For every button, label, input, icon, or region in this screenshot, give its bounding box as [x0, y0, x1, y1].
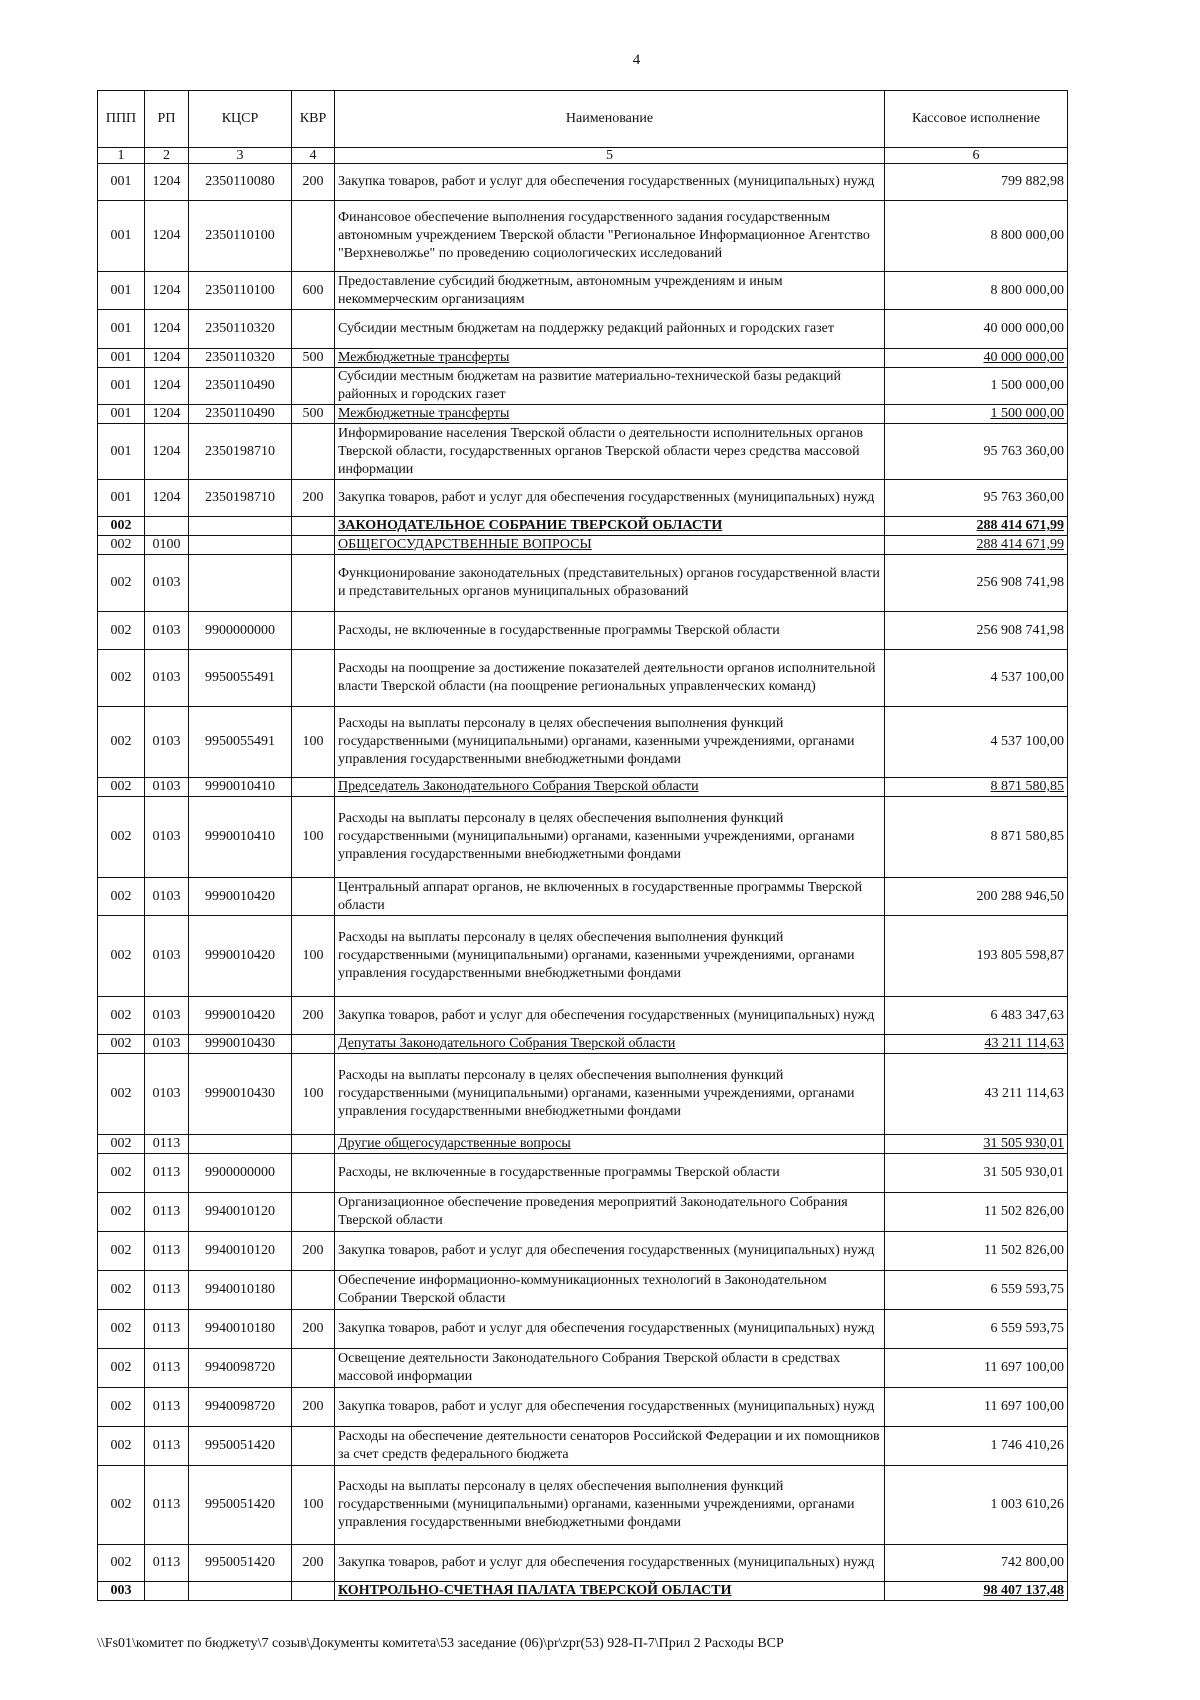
cell-ppp: 001 — [98, 164, 145, 201]
cell-rp: 1204 — [145, 349, 189, 368]
cell-ppp: 002 — [98, 555, 145, 612]
cell-rp: 0113 — [145, 1427, 189, 1466]
cell-kcsr: 9900000000 — [189, 612, 292, 650]
cell-name: ОБЩЕГОСУДАРСТВЕННЫЕ ВОПРОСЫ — [335, 536, 885, 555]
cell-kcsr: 2350110490 — [189, 405, 292, 424]
cell-rp: 0113 — [145, 1466, 189, 1545]
col-header-name: Наименование — [335, 91, 885, 148]
table-row — [98, 480, 1068, 517]
cell-name: Финансовое обеспечение выполнения государственного задания государственным автономным учреждением Тверской области "Региональное Информационное Агентство "Верхневолжье" по проведению социологических исследований — [335, 201, 885, 272]
table-body — [98, 164, 1068, 1601]
cell-kcsr: 9940010120 — [189, 1193, 292, 1232]
cell-kvr — [292, 650, 335, 707]
cell-name: Закупка товаров, работ и услуг для обеспечения государственных (муниципальных) нужд — [335, 1545, 885, 1582]
table-row — [98, 650, 1068, 707]
cell-amount: 6 559 593,75 — [885, 1310, 1068, 1349]
cell-rp: 0103 — [145, 916, 189, 997]
column-number: 3 — [189, 148, 292, 164]
cell-amount: 11 502 826,00 — [885, 1232, 1068, 1271]
cell-amount: 256 908 741,98 — [885, 612, 1068, 650]
cell-kcsr: 2350110100 — [189, 201, 292, 272]
cell-name: Субсидии местным бюджетам на поддержку редакций районных и городских газет — [335, 310, 885, 349]
cell-amount: 4 537 100,00 — [885, 707, 1068, 778]
cell-amount: 6 483 347,63 — [885, 997, 1068, 1035]
cell-rp: 0113 — [145, 1271, 189, 1310]
cell-name: Председатель Законодательного Собрания Тверской области — [335, 778, 885, 797]
cell-kvr — [292, 878, 335, 916]
cell-name: Расходы, не включенные в государственные программы Тверской области — [335, 612, 885, 650]
cell-rp — [145, 517, 189, 536]
cell-kvr — [292, 612, 335, 650]
table-row — [98, 1154, 1068, 1193]
cell-ppp: 002 — [98, 1349, 145, 1388]
cell-kvr: 200 — [292, 480, 335, 517]
cell-rp: 1204 — [145, 164, 189, 201]
cell-kvr: 100 — [292, 707, 335, 778]
cell-kcsr: 9940098720 — [189, 1349, 292, 1388]
cell-name: Закупка товаров, работ и услуг для обеспечения государственных (муниципальных) нужд — [335, 997, 885, 1035]
cell-kcsr: 9990010430 — [189, 1035, 292, 1054]
cell-ppp: 001 — [98, 349, 145, 368]
cell-amount: 40 000 000,00 — [885, 310, 1068, 349]
cell-rp: 0113 — [145, 1388, 189, 1427]
cell-ppp: 001 — [98, 424, 145, 480]
table-row — [98, 1388, 1068, 1427]
cell-amount: 6 559 593,75 — [885, 1271, 1068, 1310]
cell-amount: 799 882,98 — [885, 164, 1068, 201]
cell-amount: 1 500 000,00 — [885, 405, 1068, 424]
cell-name: Предоставление субсидий бюджетным, автономным учреждениям и иным некоммерческим организациям — [335, 272, 885, 310]
cell-amount: 11 502 826,00 — [885, 1193, 1068, 1232]
table-row — [98, 424, 1068, 480]
col-header-ppp: ППП — [98, 91, 145, 148]
cell-kvr: 200 — [292, 1388, 335, 1427]
column-number: 4 — [292, 148, 335, 164]
cell-rp: 1204 — [145, 405, 189, 424]
cell-name: Расходы на выплаты персоналу в целях обеспечения выполнения функций государственными (муниципальными) органами, казенными учреждениями, органами управления государственными внебюджетными фондами — [335, 707, 885, 778]
cell-kvr: 200 — [292, 1310, 335, 1349]
cell-kvr: 200 — [292, 164, 335, 201]
cell-kvr — [292, 536, 335, 555]
cell-kcsr: 2350198710 — [189, 424, 292, 480]
table-row — [98, 612, 1068, 650]
cell-rp: 0103 — [145, 997, 189, 1035]
cell-name: Центральный аппарат органов, не включенных в государственные программы Тверской области — [335, 878, 885, 916]
cell-amount: 11 697 100,00 — [885, 1349, 1068, 1388]
cell-rp: 0103 — [145, 555, 189, 612]
cell-kcsr — [189, 1582, 292, 1601]
cell-amount: 1 003 610,26 — [885, 1466, 1068, 1545]
cell-name: Расходы на обеспечение деятельности сенаторов Российской Федерации и их помощников за счет средств федерального бюджета — [335, 1427, 885, 1466]
cell-name: Обеспечение информационно-коммуникационных технологий в Законодательном Собрании Тверской области — [335, 1271, 885, 1310]
table-row — [98, 405, 1068, 424]
cell-kvr: 500 — [292, 405, 335, 424]
table-row — [98, 1545, 1068, 1582]
table-row — [98, 1271, 1068, 1310]
cell-amount: 8 800 000,00 — [885, 272, 1068, 310]
cell-kvr: 100 — [292, 1466, 335, 1545]
cell-name: Освещение деятельности Законодательного Собрания Тверской области в средствах массовой информации — [335, 1349, 885, 1388]
cell-amount: 11 697 100,00 — [885, 1388, 1068, 1427]
table-row — [98, 997, 1068, 1035]
cell-ppp: 002 — [98, 1035, 145, 1054]
cell-kvr: 200 — [292, 1232, 335, 1271]
cell-amount: 40 000 000,00 — [885, 349, 1068, 368]
cell-name: Функционирование законодательных (представительных) органов государственной власти и представительных органов муниципальных образований — [335, 555, 885, 612]
cell-amount: 31 505 930,01 — [885, 1154, 1068, 1193]
cell-kcsr: 2350198710 — [189, 480, 292, 517]
cell-kvr — [292, 310, 335, 349]
cell-amount: 1 500 000,00 — [885, 368, 1068, 405]
cell-ppp: 002 — [98, 1466, 145, 1545]
table-row — [98, 1349, 1068, 1388]
cell-amount: 98 407 137,48 — [885, 1582, 1068, 1601]
cell-rp: 0103 — [145, 650, 189, 707]
col-header-amount: Кассовое исполнение — [885, 91, 1068, 148]
cell-kcsr: 9990010410 — [189, 778, 292, 797]
cell-name: Другие общегосударственные вопросы — [335, 1135, 885, 1154]
cell-ppp: 001 — [98, 272, 145, 310]
cell-rp: 0113 — [145, 1154, 189, 1193]
cell-kvr — [292, 517, 335, 536]
cell-name: ЗАКОНОДАТЕЛЬНОЕ СОБРАНИЕ ТВЕРСКОЙ ОБЛАСТИ — [335, 517, 885, 536]
table-row — [98, 555, 1068, 612]
cell-rp: 0113 — [145, 1349, 189, 1388]
cell-kcsr: 9990010420 — [189, 916, 292, 997]
cell-amount: 43 211 114,63 — [885, 1035, 1068, 1054]
cell-amount: 95 763 360,00 — [885, 424, 1068, 480]
cell-kcsr: 9900000000 — [189, 1154, 292, 1193]
cell-amount: 43 211 114,63 — [885, 1054, 1068, 1135]
table-row — [98, 1310, 1068, 1349]
cell-name: Расходы на поощрение за достижение показателей деятельности органов исполнительной власти Тверской области (на поощрение региональных управленческих команд) — [335, 650, 885, 707]
cell-rp: 1204 — [145, 424, 189, 480]
table-row — [98, 1193, 1068, 1232]
cell-rp: 0113 — [145, 1135, 189, 1154]
cell-ppp: 001 — [98, 368, 145, 405]
cell-rp: 1204 — [145, 310, 189, 349]
table-row — [98, 517, 1068, 536]
cell-ppp: 002 — [98, 1271, 145, 1310]
cell-kcsr: 9940098720 — [189, 1388, 292, 1427]
table-row — [98, 916, 1068, 997]
cell-amount: 742 800,00 — [885, 1545, 1068, 1582]
cell-amount: 8 871 580,85 — [885, 797, 1068, 878]
cell-kvr — [292, 1193, 335, 1232]
cell-rp: 0113 — [145, 1310, 189, 1349]
cell-ppp: 002 — [98, 997, 145, 1035]
col-header-kvr: КВР — [292, 91, 335, 148]
table-row — [98, 797, 1068, 878]
cell-name: Закупка товаров, работ и услуг для обеспечения государственных (муниципальных) нужд — [335, 164, 885, 201]
cell-kvr — [292, 1427, 335, 1466]
cell-kvr: 500 — [292, 349, 335, 368]
table-row — [98, 1427, 1068, 1466]
cell-amount: 288 414 671,99 — [885, 517, 1068, 536]
table-row — [98, 349, 1068, 368]
table-row — [98, 1035, 1068, 1054]
table-row — [98, 707, 1068, 778]
cell-ppp: 001 — [98, 480, 145, 517]
cell-kvr: 600 — [292, 272, 335, 310]
cell-amount: 1 746 410,26 — [885, 1427, 1068, 1466]
page-number: 4 — [632, 52, 641, 68]
cell-kcsr: 2350110080 — [189, 164, 292, 201]
table-row — [98, 201, 1068, 272]
table-row — [98, 310, 1068, 349]
cell-kvr: 200 — [292, 997, 335, 1035]
cell-ppp: 002 — [98, 1135, 145, 1154]
cell-kcsr: 9950055491 — [189, 707, 292, 778]
cell-rp: 0103 — [145, 707, 189, 778]
table-row — [98, 164, 1068, 201]
cell-amount: 8 800 000,00 — [885, 201, 1068, 272]
cell-kcsr — [189, 1135, 292, 1154]
cell-ppp: 002 — [98, 1193, 145, 1232]
table-row — [98, 1582, 1068, 1601]
cell-kcsr: 2350110320 — [189, 349, 292, 368]
cell-ppp: 002 — [98, 650, 145, 707]
cell-kvr: 200 — [292, 1545, 335, 1582]
cell-ppp: 002 — [98, 1054, 145, 1135]
cell-kvr — [292, 555, 335, 612]
cell-name: Расходы на выплаты персоналу в целях обеспечения выполнения функций государственными (муниципальными) органами, казенными учреждениями, органами управления государственными внебюджетными фондами — [335, 916, 885, 997]
cell-kvr: 100 — [292, 1054, 335, 1135]
cell-name: Расходы на выплаты персоналу в целях обеспечения выполнения функций государственными (муниципальными) органами, казенными учреждениями, органами управления государственными внебюджетными фондами — [335, 797, 885, 878]
column-number: 1 — [98, 148, 145, 164]
cell-kcsr — [189, 517, 292, 536]
table-row — [98, 778, 1068, 797]
cell-kcsr: 9990010410 — [189, 797, 292, 878]
cell-rp: 0103 — [145, 1035, 189, 1054]
cell-amount: 8 871 580,85 — [885, 778, 1068, 797]
cell-name: Информирование населения Тверской области о деятельности исполнительных органов Тверской области, государственных органов Тверской области через средства массовой информации — [335, 424, 885, 480]
col-header-kcsr: КЦСР — [189, 91, 292, 148]
cell-kvr — [292, 1349, 335, 1388]
cell-name: Межбюджетные трансферты — [335, 405, 885, 424]
cell-rp — [145, 1582, 189, 1601]
cell-amount: 256 908 741,98 — [885, 555, 1068, 612]
cell-ppp: 002 — [98, 517, 145, 536]
col-header-rp: РП — [145, 91, 189, 148]
cell-amount: 95 763 360,00 — [885, 480, 1068, 517]
cell-rp: 0103 — [145, 797, 189, 878]
cell-name: Закупка товаров, работ и услуг для обеспечения государственных (муниципальных) нужд — [335, 1310, 885, 1349]
cell-rp: 0103 — [145, 778, 189, 797]
cell-kcsr: 9940010120 — [189, 1232, 292, 1271]
table-row — [98, 878, 1068, 916]
cell-rp: 0103 — [145, 878, 189, 916]
cell-ppp: 001 — [98, 310, 145, 349]
cell-ppp: 001 — [98, 405, 145, 424]
table-row — [98, 536, 1068, 555]
cell-kcsr: 9950055491 — [189, 650, 292, 707]
table-row — [98, 272, 1068, 310]
cell-ppp: 002 — [98, 612, 145, 650]
cell-kvr — [292, 424, 335, 480]
cell-name: КОНТРОЛЬНО-СЧЕТНАЯ ПАЛАТА ТВЕРСКОЙ ОБЛАСТИ — [335, 1582, 885, 1601]
column-number: 5 — [335, 148, 885, 164]
cell-name: Закупка товаров, работ и услуг для обеспечения государственных (муниципальных) нужд — [335, 1232, 885, 1271]
cell-ppp: 002 — [98, 878, 145, 916]
cell-rp: 0113 — [145, 1232, 189, 1271]
cell-rp: 0100 — [145, 536, 189, 555]
cell-ppp: 002 — [98, 797, 145, 878]
cell-kcsr: 2350110490 — [189, 368, 292, 405]
table-row — [98, 368, 1068, 405]
cell-rp: 1204 — [145, 201, 189, 272]
cell-name: Расходы, не включенные в государственные программы Тверской области — [335, 1154, 885, 1193]
table-row — [98, 1466, 1068, 1545]
table-row — [98, 1232, 1068, 1271]
cell-rp: 0103 — [145, 1054, 189, 1135]
column-number: 2 — [145, 148, 189, 164]
cell-amount: 200 288 946,50 — [885, 878, 1068, 916]
footer-file-path: \\Fs01\комитет по бюджету\7 созыв\Документы комитета\53 заседание (06)\pr\zpr(53) 928-П-7\Прил 2 Расходы ВСР — [97, 1636, 784, 1651]
cell-kcsr: 9950051420 — [189, 1427, 292, 1466]
cell-rp: 0113 — [145, 1193, 189, 1232]
cell-ppp: 003 — [98, 1582, 145, 1601]
cell-kcsr: 9950051420 — [189, 1545, 292, 1582]
cell-ppp: 002 — [98, 916, 145, 997]
cell-kvr — [292, 368, 335, 405]
cell-ppp: 002 — [98, 1427, 145, 1466]
cell-kvr: 100 — [292, 797, 335, 878]
cell-name: Субсидии местным бюджетам на развитие материально-технической базы редакций районных и городских газет — [335, 368, 885, 405]
column-number-row — [98, 148, 1068, 164]
cell-ppp: 002 — [98, 778, 145, 797]
cell-ppp: 002 — [98, 1310, 145, 1349]
cell-kcsr: 9990010430 — [189, 1054, 292, 1135]
cell-kcsr: 2350110100 — [189, 272, 292, 310]
cell-rp: 0103 — [145, 612, 189, 650]
cell-rp: 1204 — [145, 480, 189, 517]
cell-kvr — [292, 201, 335, 272]
cell-name: Закупка товаров, работ и услуг для обеспечения государственных (муниципальных) нужд — [335, 480, 885, 517]
cell-ppp: 002 — [98, 1154, 145, 1193]
cell-ppp: 002 — [98, 707, 145, 778]
cell-amount: 4 537 100,00 — [885, 650, 1068, 707]
cell-kcsr: 9940010180 — [189, 1310, 292, 1349]
header-row — [98, 91, 1068, 148]
cell-amount: 288 414 671,99 — [885, 536, 1068, 555]
cell-name: Организационное обеспечение проведения мероприятий Законодательного Собрания Тверской области — [335, 1193, 885, 1232]
cell-ppp: 002 — [98, 1388, 145, 1427]
cell-kcsr: 9990010420 — [189, 997, 292, 1035]
cell-name: Межбюджетные трансферты — [335, 349, 885, 368]
cell-kvr: 100 — [292, 916, 335, 997]
cell-kvr — [292, 1271, 335, 1310]
budget-table — [97, 90, 1068, 1601]
cell-kcsr: 9990010420 — [189, 878, 292, 916]
cell-name: Расходы на выплаты персоналу в целях обеспечения выполнения функций государственными (муниципальными) органами, казенными учреждениями, органами управления государственными внебюджетными фондами — [335, 1054, 885, 1135]
cell-rp: 0113 — [145, 1545, 189, 1582]
cell-kcsr: 2350110320 — [189, 310, 292, 349]
column-number: 6 — [885, 148, 1068, 164]
cell-kvr — [292, 1035, 335, 1054]
cell-kvr — [292, 778, 335, 797]
cell-kcsr: 9940010180 — [189, 1271, 292, 1310]
cell-name: Закупка товаров, работ и услуг для обеспечения государственных (муниципальных) нужд — [335, 1388, 885, 1427]
cell-kvr — [292, 1154, 335, 1193]
cell-amount: 31 505 930,01 — [885, 1135, 1068, 1154]
cell-amount: 193 805 598,87 — [885, 916, 1068, 997]
cell-rp: 1204 — [145, 272, 189, 310]
table-row — [98, 1054, 1068, 1135]
cell-kcsr — [189, 536, 292, 555]
cell-ppp: 002 — [98, 1232, 145, 1271]
cell-kcsr — [189, 555, 292, 612]
cell-kvr — [292, 1135, 335, 1154]
cell-kvr — [292, 1582, 335, 1601]
cell-ppp: 002 — [98, 536, 145, 555]
cell-name: Депутаты Законодательного Собрания Тверской области — [335, 1035, 885, 1054]
table-row — [98, 1135, 1068, 1154]
cell-ppp: 002 — [98, 1545, 145, 1582]
cell-kcsr: 9950051420 — [189, 1466, 292, 1545]
cell-ppp: 001 — [98, 201, 145, 272]
cell-rp: 1204 — [145, 368, 189, 405]
cell-name: Расходы на выплаты персоналу в целях обеспечения выполнения функций государственными (муниципальными) органами, казенными учреждениями, органами управления государственными внебюджетными фондами — [335, 1466, 885, 1545]
